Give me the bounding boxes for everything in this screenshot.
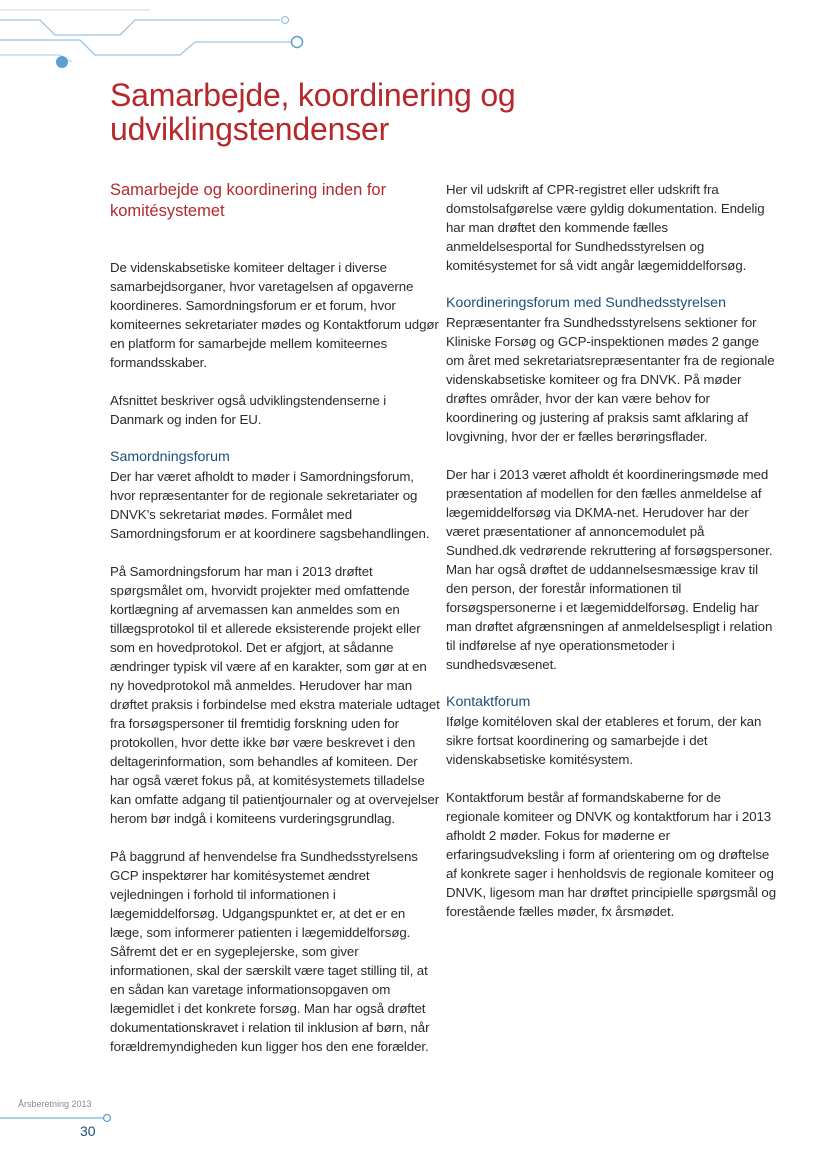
footer-line	[0, 1113, 120, 1123]
intro-paragraph: Afsnittet beskriver også udviklingstendenserne i Danmark og inden for EU.	[110, 393, 387, 427]
left-column	[110, 180, 440, 1056]
circuit-node	[292, 37, 303, 48]
body-paragraph: Der har i 2013 været afholdt ét koordineringsmøde med præsentation af modellen for den fælles anmeldelse af lægemiddelforsøg via DKMA-net. Herudover har der været præsentationer af annoncemodulet på Sundhed.dk vedrørende rekruttering af forsøgspersoner. Man har også drøftet de uddannelsesmæssige krav til den person, der forestår informationen til forsøgspersonerne i et lægemiddelforsøg. Endelig har man drøftet afgrænsningen af anmeldelsespligt i relation til indførelse af nye operationsmetoder i sundhedsvæsenet.	[446, 467, 773, 672]
circuit-node	[282, 17, 289, 24]
body-paragraph: Repræsentanter fra Sundhedsstyrelsens sektioner for Kliniske Forsøg og GCP-inspektionen mødes 2 gange om året med sekretariatsrepræsentanter fra de regionale videnskabsetiske komiteer og fra DNVK. På møder drøftes områder, hvor der kan være behov for koordinering og justering af praksis samt afklaring af lovgivning, hvor der er fælles berøringsflader.	[446, 315, 775, 444]
page-number: 30	[80, 1123, 96, 1139]
body-paragraph: Her vil udskrift af CPR-registret eller udskrift fra domstolsafgørelse være gyldig dokumentation. Endelig har man drøftet den kommende fælles anmeldelsesportal for Sundhedsstyrelsen og komitésystemet for så vidt angår lægemiddelforsøg.	[446, 182, 765, 273]
kontaktforum-heading: Kontaktforum	[446, 694, 531, 710]
right-column	[446, 180, 776, 921]
koordineringsforum-heading: Koordineringsforum med Sundhedsstyrelsen	[446, 295, 726, 311]
body-paragraph: Der har været afholdt to møder i Samordningsforum, hvor repræsentanter for de regionale sekretariater og DNVK’s sekretariat mødes. Formålet med Samordningsforum er at koordinere sagsbehandlingen.	[110, 469, 430, 541]
body-paragraph: Ifølge komitéloven skal der etableres et forum, der kan sikre fortsat koordinering og samarbejde i det videnskabsetiske komitésystem.	[446, 714, 762, 767]
samordningsforum-heading: Samordningsforum	[110, 449, 230, 465]
body-paragraph: Kontaktforum består af formandskaberne for de regionale komiteer og DNVK og kontaktforum har i 2013 afholdt 2 møder. Fokus for møderne er erfaringsudveksling i form af orientering om og drøftelse af konkrete sager i henholdsvis de regionale komiteer og DNVK, ligesom man har drøftet principielle spørgsmål og forestående fælles møder, fx årsmødet.	[446, 790, 777, 919]
circuit-decoration	[0, 0, 330, 80]
body-paragraph: På Samordningsforum har man i 2013 drøftet spørgsmålet om, hvorvidt projekter med omfattende kortlægning af arvemassen kan anmeldes som en tillægsprotokol til et allerede eksisterende projekt eller som en hovedprotokol. Det er afgjort, at sådanne ændringer typisk vil være af en karakter, som gør at en ny hovedprotokol må anmeldes. Herudover har man drøftet praksis i forbindelse med ekstra materiale udtaget fra forsøgspersoner til fremtidig forskning uden for protokollen, hvor dette ikke bør være beskrevet i den deltagerinformation, som behandles af komiteen. Der har også været fokus på, at komitésystemets tilladelse kan omfatte adgang til patientjournaler og at overvejelser herom bør indgå i komiteens vurderingsgrundlag.	[110, 564, 440, 826]
circuit-dot	[56, 56, 68, 68]
page-title: Samarbejde, koordinering og udviklingstendenser	[110, 77, 516, 147]
body-paragraph: På baggrund af henvendelse fra Sundhedsstyrelsens GCP inspektører har komitésystemet ændret vejledningen i forhold til informationen i lægemiddelforsøg. Udgangspunktet er, at det er en læge, som informerer patienten i lægemiddelforsøg. Såfremt det er en sygeplejerske, som giver informationen, skal der særskilt være taget stilling til, at en sådan kan varetage informationsopgaven om lægemidlet i det konkrete forsøg. Man har også drøftet dokumentationskravet i relation til inklusion af børn, når forældremyndigheden kun ligger hos den ene forælder.	[110, 849, 430, 1054]
intro-paragraph: De videnskabsetiske komiteer deltager i diverse samarbejdsorganer, hvor varetagelsen af opgaverne koordineres. Samordningsforum er et forum, hvor komiteernes sekretariater mødes og Kontaktforum udgør en platform for samarbejde mellem komiteernes formandsskaber.	[110, 260, 439, 370]
footer-label: Årsberetning 2013	[18, 1099, 92, 1109]
section-subtitle: Samarbejde og koordinering inden for komitésystemet	[110, 181, 387, 220]
